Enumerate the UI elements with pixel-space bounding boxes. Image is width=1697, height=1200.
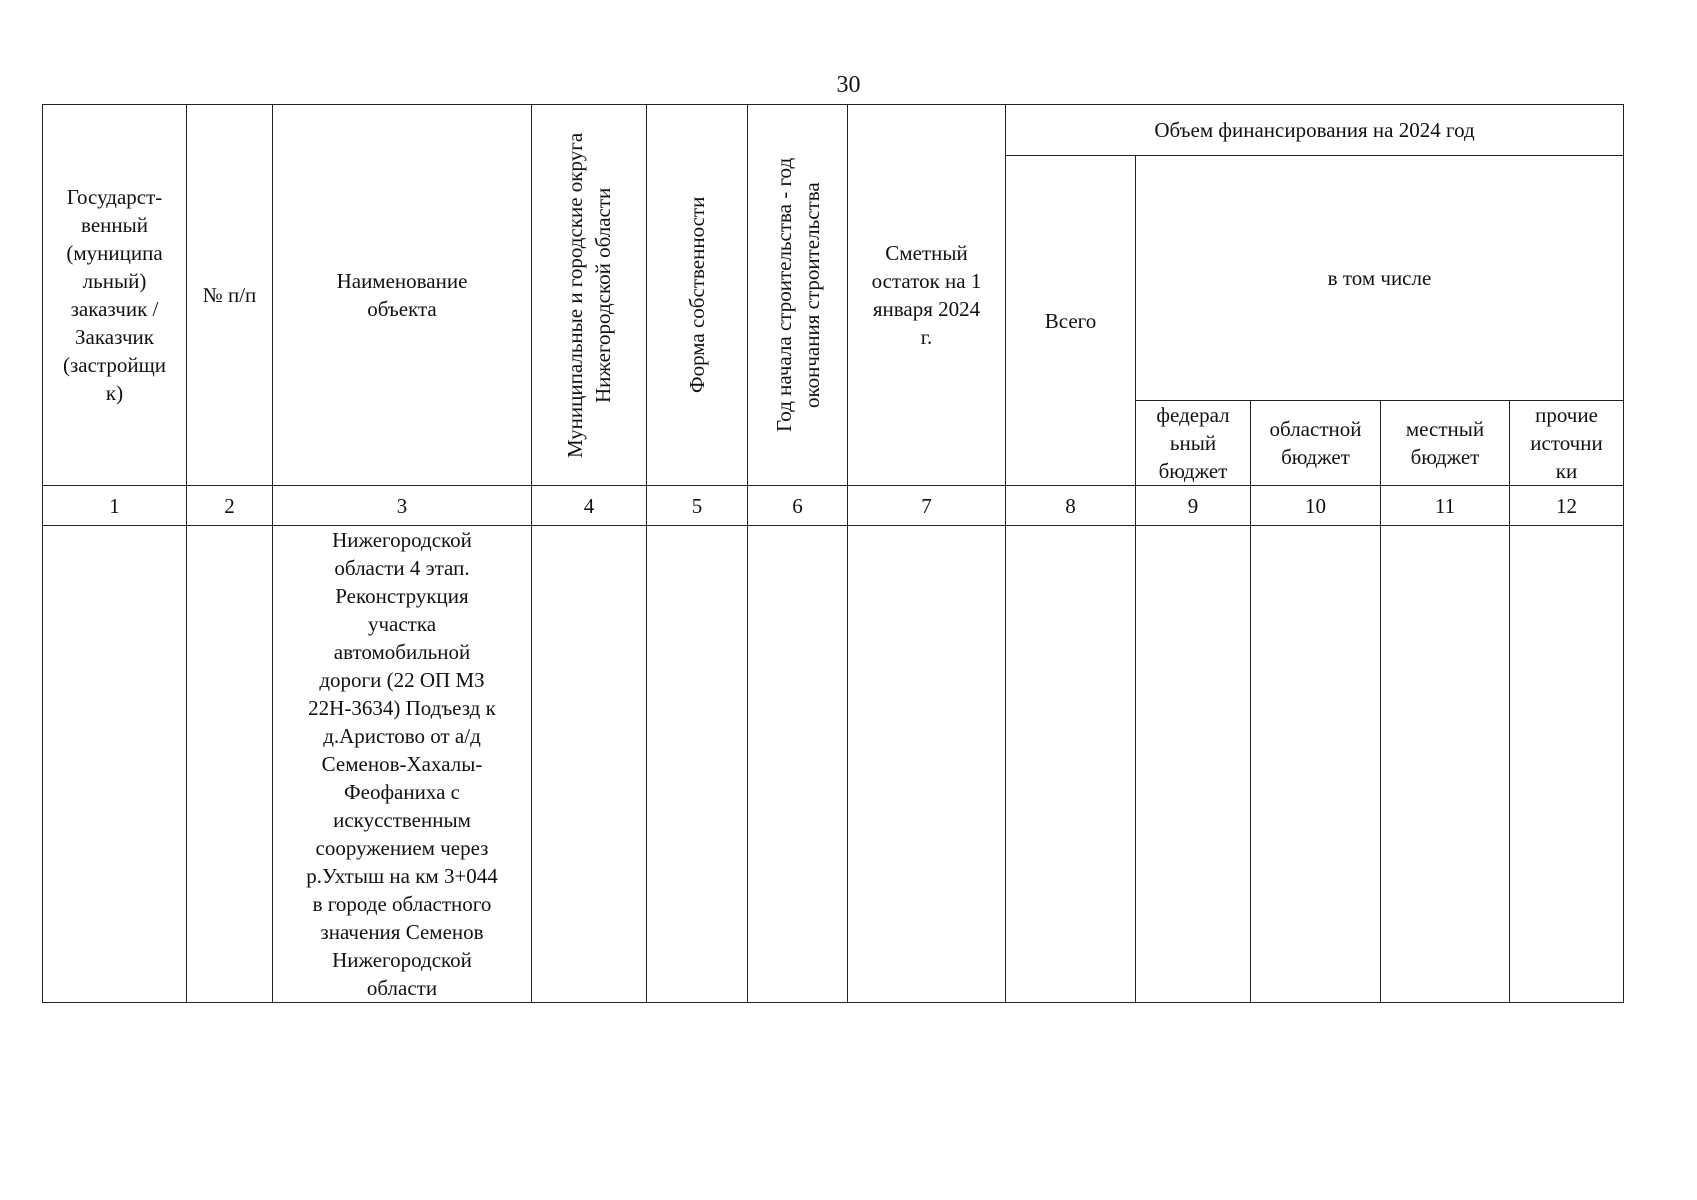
- column-number: 12: [1510, 486, 1624, 526]
- header-row-1: [43, 105, 1624, 156]
- financing-table: [42, 104, 1624, 1003]
- header-ownership: Форма собственности: [647, 105, 748, 486]
- header-federal: федерал ьный бюджет: [1136, 401, 1251, 486]
- cell-total: [1006, 526, 1136, 1003]
- header-regional: областной бюджет: [1251, 401, 1381, 486]
- header-total: Всего: [1006, 156, 1136, 486]
- header-customer: Государст-венный (муниципа льный) заказчик / Заказчик (застройщи к): [43, 105, 187, 486]
- column-number: 4: [532, 486, 647, 526]
- page-number: 30: [836, 72, 861, 98]
- table-row: [43, 526, 1624, 1003]
- header-object-name: Наименование объекта: [273, 105, 532, 486]
- cell-number: [187, 526, 273, 1003]
- header-funding-volume: Объем финансирования на 2024 год: [1006, 105, 1624, 156]
- cell-local: [1381, 526, 1510, 1003]
- column-number: 10: [1251, 486, 1381, 526]
- column-number: 11: [1381, 486, 1510, 526]
- header-number: № п/п: [187, 105, 273, 486]
- cell-ownership: [647, 526, 748, 1003]
- cell-estimate-balance: [848, 526, 1006, 1003]
- cell-object-name: [273, 526, 532, 1003]
- header-estimate-balance: Сметный остаток на 1 января 2024 г.: [848, 105, 1006, 486]
- cell-federal: [1136, 526, 1251, 1003]
- cell-districts: [532, 526, 647, 1003]
- column-number: 5: [647, 486, 748, 526]
- column-number: 6: [748, 486, 848, 526]
- column-number-row: [43, 486, 1624, 526]
- header-districts: Муниципальные и городские округа Нижегородской области: [532, 105, 647, 486]
- column-number: 7: [848, 486, 1006, 526]
- header-including: в том числе: [1136, 156, 1624, 401]
- column-number: 3: [273, 486, 532, 526]
- cell-regional: [1251, 526, 1381, 1003]
- column-number: 1: [43, 486, 187, 526]
- cell-other: [1510, 526, 1624, 1003]
- column-number: 9: [1136, 486, 1251, 526]
- column-number: 8: [1006, 486, 1136, 526]
- object-name-text: Нижегородской области 4 этап. Реконструкция участка автомобильной дороги (22 ОП МЗ 22Н-3634) Подъезд к д.Аристово от а/д Семенов-Хахалы- Феофаниха с искусственным сооружением через р.Ухтыш на км 3+044 в городе областного значения Семенов Нижегородской области: [306, 528, 498, 1000]
- cell-years: [748, 526, 848, 1003]
- header-local: местный бюджет: [1381, 401, 1510, 486]
- column-number: 2: [187, 486, 273, 526]
- header-years: Год начала строительства - год окончания строительства: [748, 105, 848, 486]
- cell-customer: [43, 526, 187, 1003]
- header-other: прочие источни ки: [1510, 401, 1624, 486]
